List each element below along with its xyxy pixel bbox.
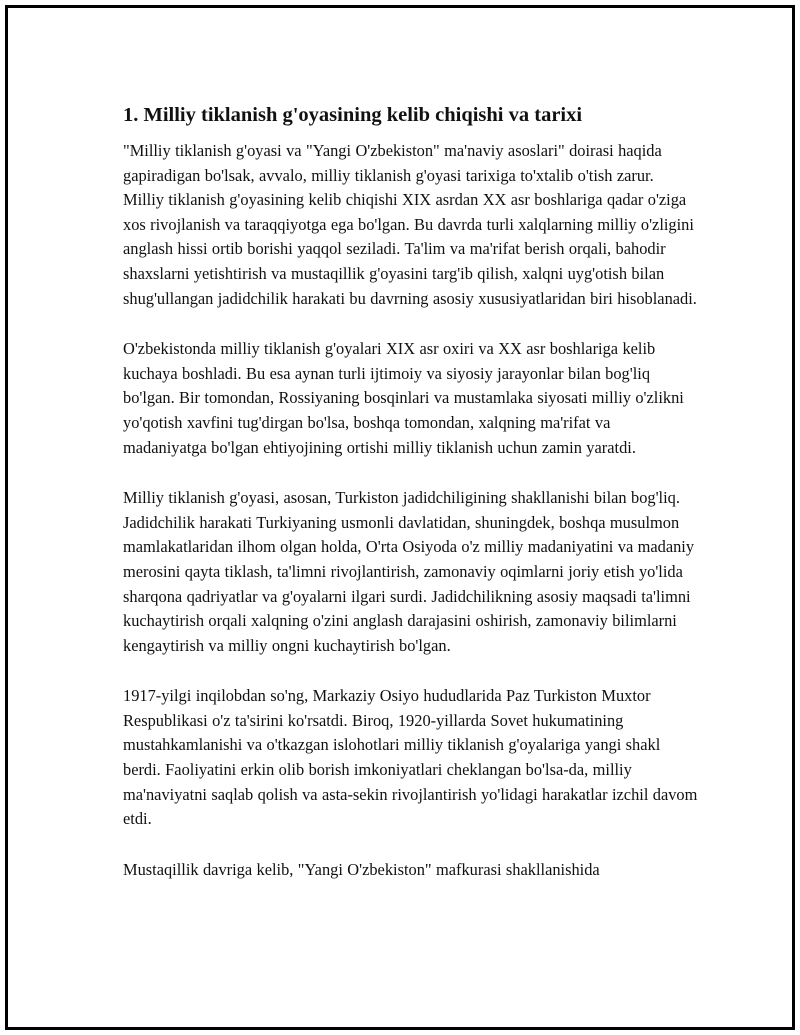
paragraph-3: Milliy tiklanish g'oyasi, asosan, Turkiston jadidchiligining shakllanishi bilan bog'liq. Jadidchilik harakati Turkiyaning usmonli davlatidan, shuningdek, boshqa musulmon mamlakatlaridan ilhom olgan holda, O'rta Osiyoda o'z milliy madaniyatini va madaniy merosini qayta tiklash, ta'limni rivojlantirish, zamonaviy oqimlarni joriy etish yo'lida sharqona qadriyatlar va g'oyalarni ilgari surdi. Jadidchilikning asosiy maqsadi ta'limni kuchaytirish orqali xalqning o'zini anglash darajasini oshirish, zamonaviy bilimlarni kengaytirish va milliy ongni kuchaytirish bo'lgan. (123, 488, 695, 655)
document-page (5, 5, 795, 1030)
section-heading: 1. Milliy tiklanish g'oyasining kelib chiqishi va tarixi (123, 104, 583, 126)
paragraph-4: 1917-yilgi inqilobdan so'ng, Markaziy Osiyo hududlarida Paz Turkiston Muxtor Respublikasi o'z ta'sirini ko'rsatdi. Biroq, 1920-yillarda Sovet hukumatining mustahkamlanishi va o'tkazgan islohotlari milliy tiklanish g'oyalariga yangi shakl berdi. Faoliyatini erkin olib borish imkoniyatlari cheklangan bo'lsa-da, milliy ma'naviyatni saqlab qolish va asta-sekin rivojlantirish yo'lidagi harakatlar izchil davom etdi. (123, 686, 698, 829)
paragraph-2: O'zbekistonda milliy tiklanish g'oyalari XIX asr oxiri va XX asr boshlariga kelib kuchaya boshladi. Bu esa aynan turli ijtimoiy va siyosiy jarayonlar bilan bog'liq bo'lgan. Bir tomondan, Rossiyaning bosqinlari va mustamlaka siyosati milliy o'zlikni yo'qotish xavfini tug'dirgan bo'lsa, boshqa tomondan, xalqning ma'rifat va madaniyatga bo'lgan ehtiyojining ortishi milliy tiklanish uchun zamin yaratdi. (123, 339, 684, 457)
paragraph-1: "Milliy tiklanish g'oyasi va "Yangi O'zbekiston" ma'naviy asoslari" doirasi haqida gapiradigan bo'lsak, avvalo, milliy tiklanish g'oyasi tarixiga to'xtalib o'tish zarur. Milliy tiklanish g'oyasining kelib chiqishi XIX asrdan XX asr boshlariga qadar o'ziga xos rivojlanish va taraqqiyotga ega bo'lgan. Bu davrda turli xalqlarning milliy o'zligini anglash hissi ortib borishi yaqqol seziladi. Ta'lim va ma'rifat berish orqali, bahodir shaxslarni yetishtirish va mustaqillik g'oyasini targ'ib qilish, xalqni uyg'otish bilan shug'ullangan jadidchilik harakati bu davrning asosiy xususiyatlaridan biri hisoblanadi. (123, 141, 697, 308)
document-body (123, 100, 698, 882)
paragraph-5: Mustaqillik davriga kelib, "Yangi O'zbekiston" mafkurasi shakllanishida (123, 859, 600, 879)
